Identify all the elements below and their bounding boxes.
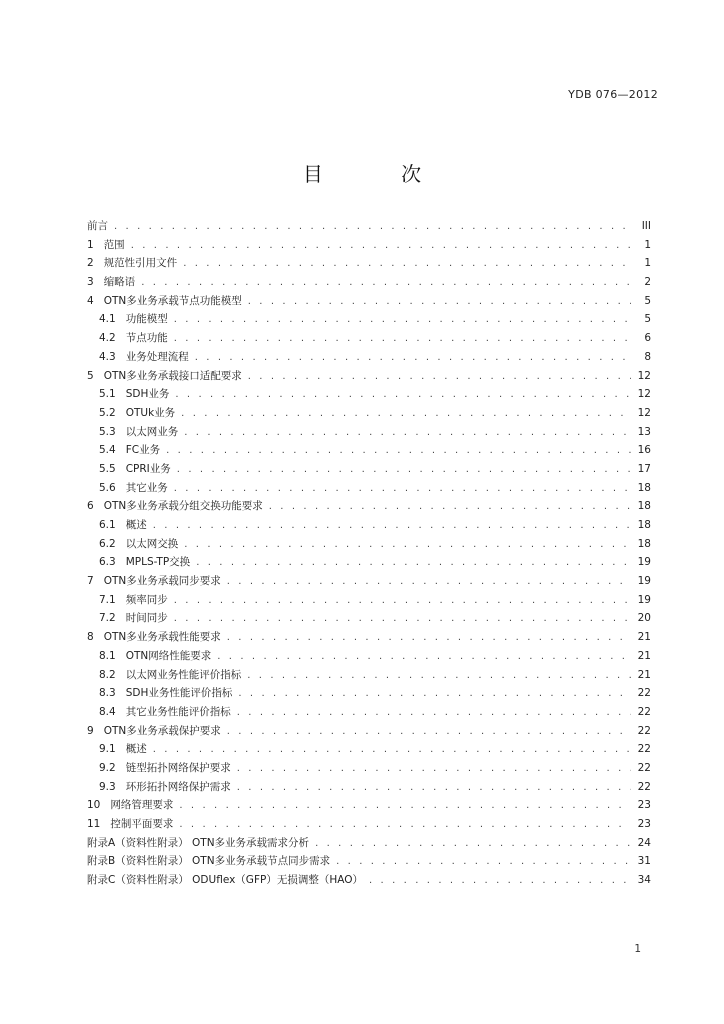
toc-entry[interactable] xyxy=(87,816,651,835)
toc-entry[interactable] xyxy=(87,592,651,611)
toc-entry-page: 22 xyxy=(637,761,651,774)
toc-entry-number: 5.3 xyxy=(99,425,116,438)
document-code: YDB 076—2012 xyxy=(568,88,658,101)
toc-entry-title: FC业务 xyxy=(125,444,161,457)
toc-entry-number: 7.1 xyxy=(99,593,116,606)
toc-entry-title: 附录C（资料性附录） ODUflex（GFP）无损调整（HAO） xyxy=(87,874,363,887)
toc-dot-leader xyxy=(179,800,631,811)
toc-entry-page: 22 xyxy=(637,724,651,737)
toc-entry-page: 34 xyxy=(637,874,651,887)
toc-entry[interactable] xyxy=(87,405,651,424)
toc-dot-leader xyxy=(174,333,631,344)
toc-entry-title: OTN多业务承载接口适配要求 xyxy=(103,369,242,382)
toc-dot-leader xyxy=(131,240,631,251)
toc-entry-title: 环形拓扑网络保护需求 xyxy=(125,780,231,793)
toc-entry-number: 2 xyxy=(87,257,94,270)
toc-dot-leader xyxy=(336,856,631,867)
toc-entry-number: 10 xyxy=(87,799,101,812)
toc-entry-page: 2 xyxy=(644,276,651,289)
toc-dot-leader xyxy=(141,277,631,288)
toc-entry[interactable] xyxy=(87,853,651,872)
toc-entry-page: 16 xyxy=(637,444,651,457)
toc-dot-leader xyxy=(153,744,631,755)
toc-entry-number: 5.2 xyxy=(99,406,116,419)
toc-entry-title: 以太网业务性能评价指标 xyxy=(125,668,242,681)
toc-entry-page: 22 xyxy=(637,743,651,756)
toc-entry-number: 11 xyxy=(87,818,101,830)
toc-entry-page: 17 xyxy=(637,462,651,475)
toc-entry-page: 8 xyxy=(644,350,651,363)
toc-entry-number: 4.1 xyxy=(99,313,116,326)
toc-dot-leader xyxy=(166,445,631,456)
toc-entry[interactable] xyxy=(87,218,651,237)
toc-entry-number: 7.2 xyxy=(99,612,116,625)
toc-entry[interactable] xyxy=(87,610,651,629)
toc-entry[interactable] xyxy=(87,872,651,891)
toc-entry-title: 功能模型 xyxy=(125,313,168,326)
toc-entry-title: MPLS-TP交换 xyxy=(125,556,191,569)
toc-dot-leader xyxy=(237,707,631,718)
toc-entry-title: 概述 xyxy=(125,743,147,756)
toc-dot-leader xyxy=(269,501,631,512)
toc-entry-page: 18 xyxy=(637,537,651,550)
toc-entry[interactable] xyxy=(87,536,651,555)
toc-entry-title: 业务处理流程 xyxy=(125,350,189,363)
toc-entry[interactable] xyxy=(87,554,651,573)
toc-entry-page: 19 xyxy=(637,556,651,569)
toc-dot-leader xyxy=(179,819,631,830)
toc-entry-page: 21 xyxy=(637,649,651,662)
toc-entry-title: 网络管理要求 xyxy=(110,799,174,812)
toc-entry[interactable] xyxy=(87,629,651,648)
toc-entry-page: 22 xyxy=(637,780,651,793)
toc-entry[interactable] xyxy=(87,480,651,499)
toc-dot-leader xyxy=(227,726,631,737)
toc-entry-number: 5.4 xyxy=(99,444,116,457)
toc-entry-page: 5 xyxy=(644,313,651,326)
toc-entry[interactable] xyxy=(87,648,651,667)
toc-entry-number: 8.1 xyxy=(99,649,116,662)
toc-entry-title: 其它业务性能评价指标 xyxy=(125,705,231,718)
toc-entry-number: 6.2 xyxy=(99,537,116,550)
toc-entry-number: 9 xyxy=(87,724,94,737)
toc-entry-page: 5 xyxy=(644,294,651,307)
toc-entry-title: 以太网交换 xyxy=(125,537,179,550)
toc-entry-page: 23 xyxy=(637,818,651,830)
toc-entry[interactable] xyxy=(87,779,651,798)
toc-entry-number: 8.2 xyxy=(99,668,116,681)
toc-entry-page: 31 xyxy=(637,855,651,868)
toc-dot-leader xyxy=(196,557,631,568)
toc-entry-page: 22 xyxy=(637,687,651,700)
toc-entry-number: 5 xyxy=(87,369,94,382)
toc-entry[interactable] xyxy=(87,704,651,723)
toc-entry[interactable] xyxy=(87,741,651,760)
toc-entry[interactable] xyxy=(87,386,651,405)
toc-dot-leader xyxy=(184,539,631,550)
toc-entry-page: 22 xyxy=(637,705,651,718)
toc-entry-number: 3 xyxy=(87,276,94,289)
toc-entry-title: SDH业务 xyxy=(125,388,170,401)
toc-entry-title: SDH业务性能评价指标 xyxy=(125,687,233,700)
toc-dot-leader xyxy=(184,427,631,438)
toc-dot-leader xyxy=(174,483,631,494)
toc-entry-number: 4.2 xyxy=(99,332,116,345)
toc-entry-page: 13 xyxy=(637,425,651,438)
toc-entry-page: 6 xyxy=(644,332,651,345)
toc-entry-number: 8 xyxy=(87,631,94,644)
toc-entry-title: 链型拓扑网络保护要求 xyxy=(125,761,231,774)
toc-entry[interactable] xyxy=(87,368,651,387)
toc-dot-leader xyxy=(369,875,631,886)
toc-dot-leader xyxy=(174,314,631,325)
toc-entry-title: 范围 xyxy=(103,238,125,251)
toc-entry-page: 18 xyxy=(637,500,651,513)
toc-entry[interactable] xyxy=(87,573,651,592)
toc-entry-page: 24 xyxy=(637,836,651,849)
toc-entry-number: 5.6 xyxy=(99,481,116,494)
toc-entry-number: 5.1 xyxy=(99,388,116,401)
toc-dot-leader xyxy=(248,296,631,307)
toc-entry[interactable] xyxy=(87,330,651,349)
page-title: 目 次 xyxy=(302,162,458,186)
toc-entry-page: 21 xyxy=(637,668,651,681)
toc-entry-title: OTN多业务承载分组交换功能要求 xyxy=(103,500,263,513)
toc-entry-number: 4.3 xyxy=(99,350,116,363)
toc-entry[interactable] xyxy=(87,797,651,816)
toc-entry-title: OTN多业务承载保护要求 xyxy=(103,724,221,737)
toc-entry-title: 前言 xyxy=(87,220,108,232)
toc-entry-title: 时间同步 xyxy=(125,612,168,625)
toc-dot-leader xyxy=(238,688,631,699)
toc-entry-title: OTN多业务承载同步要求 xyxy=(103,575,221,588)
toc-entry-title: OTN多业务承载性能要求 xyxy=(103,631,221,644)
toc-entry[interactable] xyxy=(87,311,651,330)
toc-entry-title: 缩略语 xyxy=(103,276,136,289)
table-of-contents xyxy=(87,218,651,891)
toc-entry-page: 18 xyxy=(637,519,651,531)
toc-entry-number: 9.2 xyxy=(99,761,116,774)
toc-dot-leader xyxy=(177,464,631,475)
toc-entry-title: 概述 xyxy=(125,519,147,531)
toc-dot-leader xyxy=(248,371,631,382)
toc-entry-title: 以太网业务 xyxy=(125,425,179,438)
toc-entry-number: 6.1 xyxy=(99,519,116,531)
toc-dot-leader xyxy=(174,595,631,606)
toc-entry-title: 频率同步 xyxy=(125,593,168,606)
toc-entry-number: 6.3 xyxy=(99,556,116,569)
toc-dot-leader xyxy=(217,651,631,662)
toc-entry[interactable] xyxy=(87,274,651,293)
toc-dot-leader xyxy=(227,576,631,587)
toc-entry-page: 1 xyxy=(644,238,651,251)
toc-entry-page: 21 xyxy=(637,631,651,644)
toc-entry[interactable] xyxy=(87,835,651,854)
toc-entry[interactable] xyxy=(87,255,651,274)
toc-entry-page: 20 xyxy=(637,612,651,625)
toc-dot-leader xyxy=(183,258,631,269)
toc-entry[interactable] xyxy=(87,498,651,517)
toc-dot-leader xyxy=(153,520,631,531)
toc-entry[interactable] xyxy=(87,424,651,443)
toc-entry-number: 9.1 xyxy=(99,743,116,756)
toc-entry-title: OTN网络性能要求 xyxy=(125,649,212,662)
toc-entry-page: 18 xyxy=(637,481,651,494)
toc-entry[interactable] xyxy=(87,760,651,779)
toc-dot-leader xyxy=(114,221,631,232)
toc-entry-title: 其它业务 xyxy=(125,481,168,494)
toc-entry[interactable] xyxy=(87,685,651,704)
toc-entry[interactable] xyxy=(87,517,651,536)
toc-dot-leader xyxy=(315,838,631,849)
toc-entry-number: 7 xyxy=(87,575,94,588)
toc-entry-number: 9.3 xyxy=(99,780,116,793)
toc-entry-number: 5.5 xyxy=(99,462,116,475)
toc-entry[interactable] xyxy=(87,349,651,368)
toc-entry-title: CPRI业务 xyxy=(125,462,171,475)
toc-entry-page: III xyxy=(641,220,651,232)
toc-entry-page: 19 xyxy=(637,575,651,588)
toc-entry-title: OTN多业务承载节点功能模型 xyxy=(103,294,242,307)
toc-entry-title: OTUk业务 xyxy=(125,406,176,419)
toc-dot-leader xyxy=(181,408,631,419)
page-number: 1 xyxy=(634,943,641,955)
toc-entry-title: 附录A（资料性附录） OTN多业务承载需求分析 xyxy=(87,836,310,849)
toc-entry[interactable] xyxy=(87,237,651,256)
toc-dot-leader xyxy=(175,389,631,400)
toc-entry[interactable] xyxy=(87,723,651,742)
toc-entry[interactable] xyxy=(87,461,651,480)
toc-entry-title: 规范性引用文件 xyxy=(103,257,178,270)
toc-entry-title: 控制平面要求 xyxy=(110,818,174,830)
toc-dot-leader xyxy=(237,782,631,793)
toc-entry-number: 6 xyxy=(87,500,94,513)
toc-entry-page: 23 xyxy=(637,799,651,812)
toc-entry-number: 4 xyxy=(87,294,94,307)
toc-entry-number: 8.3 xyxy=(99,687,116,700)
toc-entry-title: 附录B（资料性附录） OTN多业务承载节点同步需求 xyxy=(87,855,331,868)
toc-dot-leader xyxy=(227,632,631,643)
toc-entry[interactable] xyxy=(87,667,651,686)
toc-entry-title: 节点功能 xyxy=(125,332,168,345)
toc-entry-number: 8.4 xyxy=(99,705,116,718)
toc-entry-page: 19 xyxy=(637,593,651,606)
toc-dot-leader xyxy=(174,613,631,624)
toc-entry-page: 12 xyxy=(637,388,651,401)
toc-entry[interactable] xyxy=(87,293,651,312)
toc-entry-page: 1 xyxy=(644,257,651,270)
toc-dot-leader xyxy=(237,763,631,774)
toc-entry-number: 1 xyxy=(87,238,94,251)
toc-entry[interactable] xyxy=(87,442,651,461)
toc-dot-leader xyxy=(195,352,631,363)
toc-entry-page: 12 xyxy=(637,369,651,382)
toc-dot-leader xyxy=(247,670,631,681)
toc-entry-page: 12 xyxy=(637,406,651,419)
